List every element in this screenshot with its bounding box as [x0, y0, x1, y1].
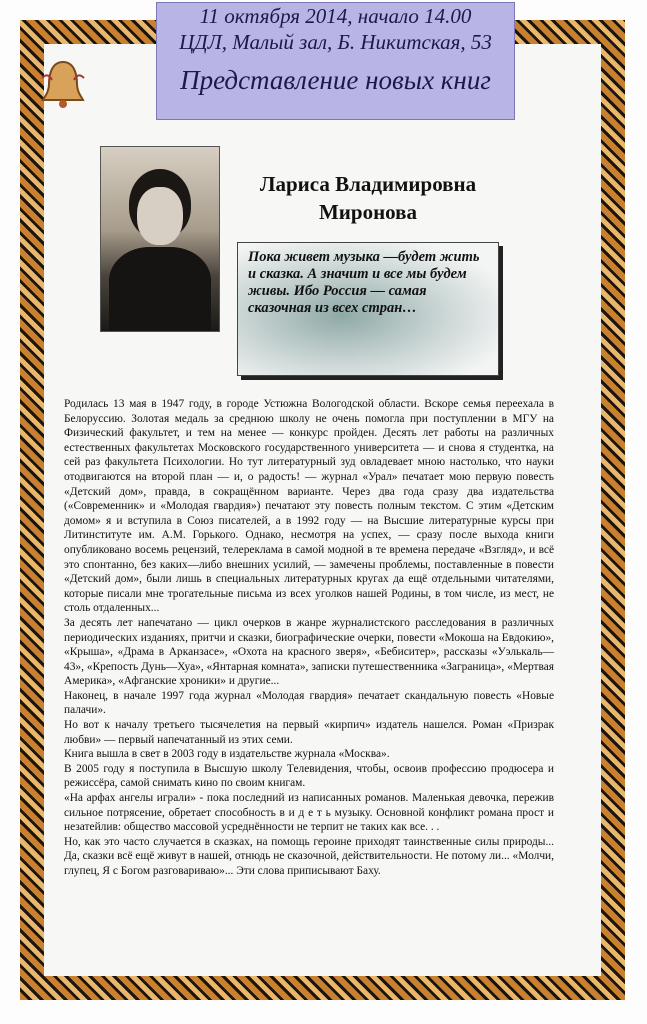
bio-paragraph: Родилась 13 мая в 1947 году, в городе Устюжна Вологодской области. Вскоре семья переехала в Белоруссию. Золотая медаль за среднюю школу не очень помогла при поступлении в МГУ на Физический факультет, и тем на менее — конкурс пройден. Десять лет работы на различных естественных факультетах Московского государственного университета — и снова я студентка, на сей раз факультета Психологии. Но тут литературный зуд овладевает мною настолько, что науки отодвигаются на второй план — и, о радость! — журнал «Урал» печатает мою первую повесть «Детский дом», правда, в сокращённом варианте. Через два года сразу два издательства («Современник» и «Молодая гвардия») печатают эту повесть полным текстом. С этим «Детским домом» я и вступила в Союз писателей, а в 1992 году — на Высшие литературные курсы при Литинституте им. А.М. Горького. Однако, несмотря на успех, — сразу после выхода книги опубликовано восемь рецензий, телереклама в самой модной в те времена передаче «Взгляд», и всё это спонтанно, без каких—либо внешних усилий, — замечены проблемы, поставленные в повести «Детский дом», были лишь в специальных литературных кругах да ещё отдельными читателями, которые писали мне трогательные письма из всех уголков нашей Родины, в том числе, из мест, не столь отдаленных...	[64, 398, 554, 615]
bio-paragraph: Книга вышла в свет в 2003 году в издательстве журнала «Москва».	[64, 748, 390, 761]
event-header	[156, 2, 515, 120]
bio-paragraph: Но вот к началу третьего тысячелетия на первый «кирпич» издатель нашелся. Роман «Призрак любви» — первый напечатанный из этих семи.	[64, 719, 554, 746]
bio-paragraph: В 2005 году я поступила в Высшую школу Телевидения, чтобы, освоив профессию продюсера и режиссёра, самой снимать кино по своим книгам.	[64, 762, 554, 790]
bio-paragraph: Наконец, в начале 1997 года журнал «Молодая гвардия» печатает скандальную повесть «Новые палачи».	[64, 689, 554, 717]
event-place: ЦДЛ, Малый зал, Б. Никитская, 53	[179, 30, 492, 54]
event-date: 11 октября 2014, начало 14.00	[199, 4, 472, 28]
event-title: Представление новых книг	[180, 65, 491, 95]
quote-text: Пока живет музыка —будет жить и сказка. А значит и все мы будем живы. Ибо Россия — самая сказочная из всех стран…	[248, 249, 480, 316]
bio-paragraph: Но, как это часто случается в сказках, на помощь героине приходят таинственные силы природы... Да, сказки всё ещё живут в нашей, отнюдь не сказочной, действительности. Не потому ли... «Молчи, глупец, Я с Богом разговариваю»... Эти слова приписывают Баху.	[64, 835, 554, 877]
bell-icon	[40, 58, 86, 110]
bio-paragraph: «На арфах ангелы играли» - пока последний из написанных романов. Маленькая девочка, пережив сильное потрясение, обретает способность в и д е т ь музыку. Основной конфликт романа прост и незатейлив: общество массовой усреднённости не терпит не таких как все. . .	[64, 792, 554, 834]
biography	[64, 397, 554, 879]
author-name-line2: Миронова	[318, 200, 418, 224]
author-photo	[100, 146, 220, 332]
author-name-line1: Лариса Владимировна	[259, 172, 477, 196]
quote-box	[237, 242, 499, 376]
bio-paragraph: За десять лет напечатано — цикл очерков в жанре журналистского расследования в различных периодических изданиях, притчи и сказки, биографические очерки, повести «Мокоша на Евдокию», «Крыша», «Драма в Арканзасе», «Охота на красного зверя», «Бебиситер», рассказы «Уэлькаль—43», «Крепость Дунь—Хуа», «Янтарная комната», записки путешественника «Заграница», «Мертвая Америка», «Афганские хроники» и другие...	[64, 616, 554, 688]
author-name	[248, 170, 488, 226]
